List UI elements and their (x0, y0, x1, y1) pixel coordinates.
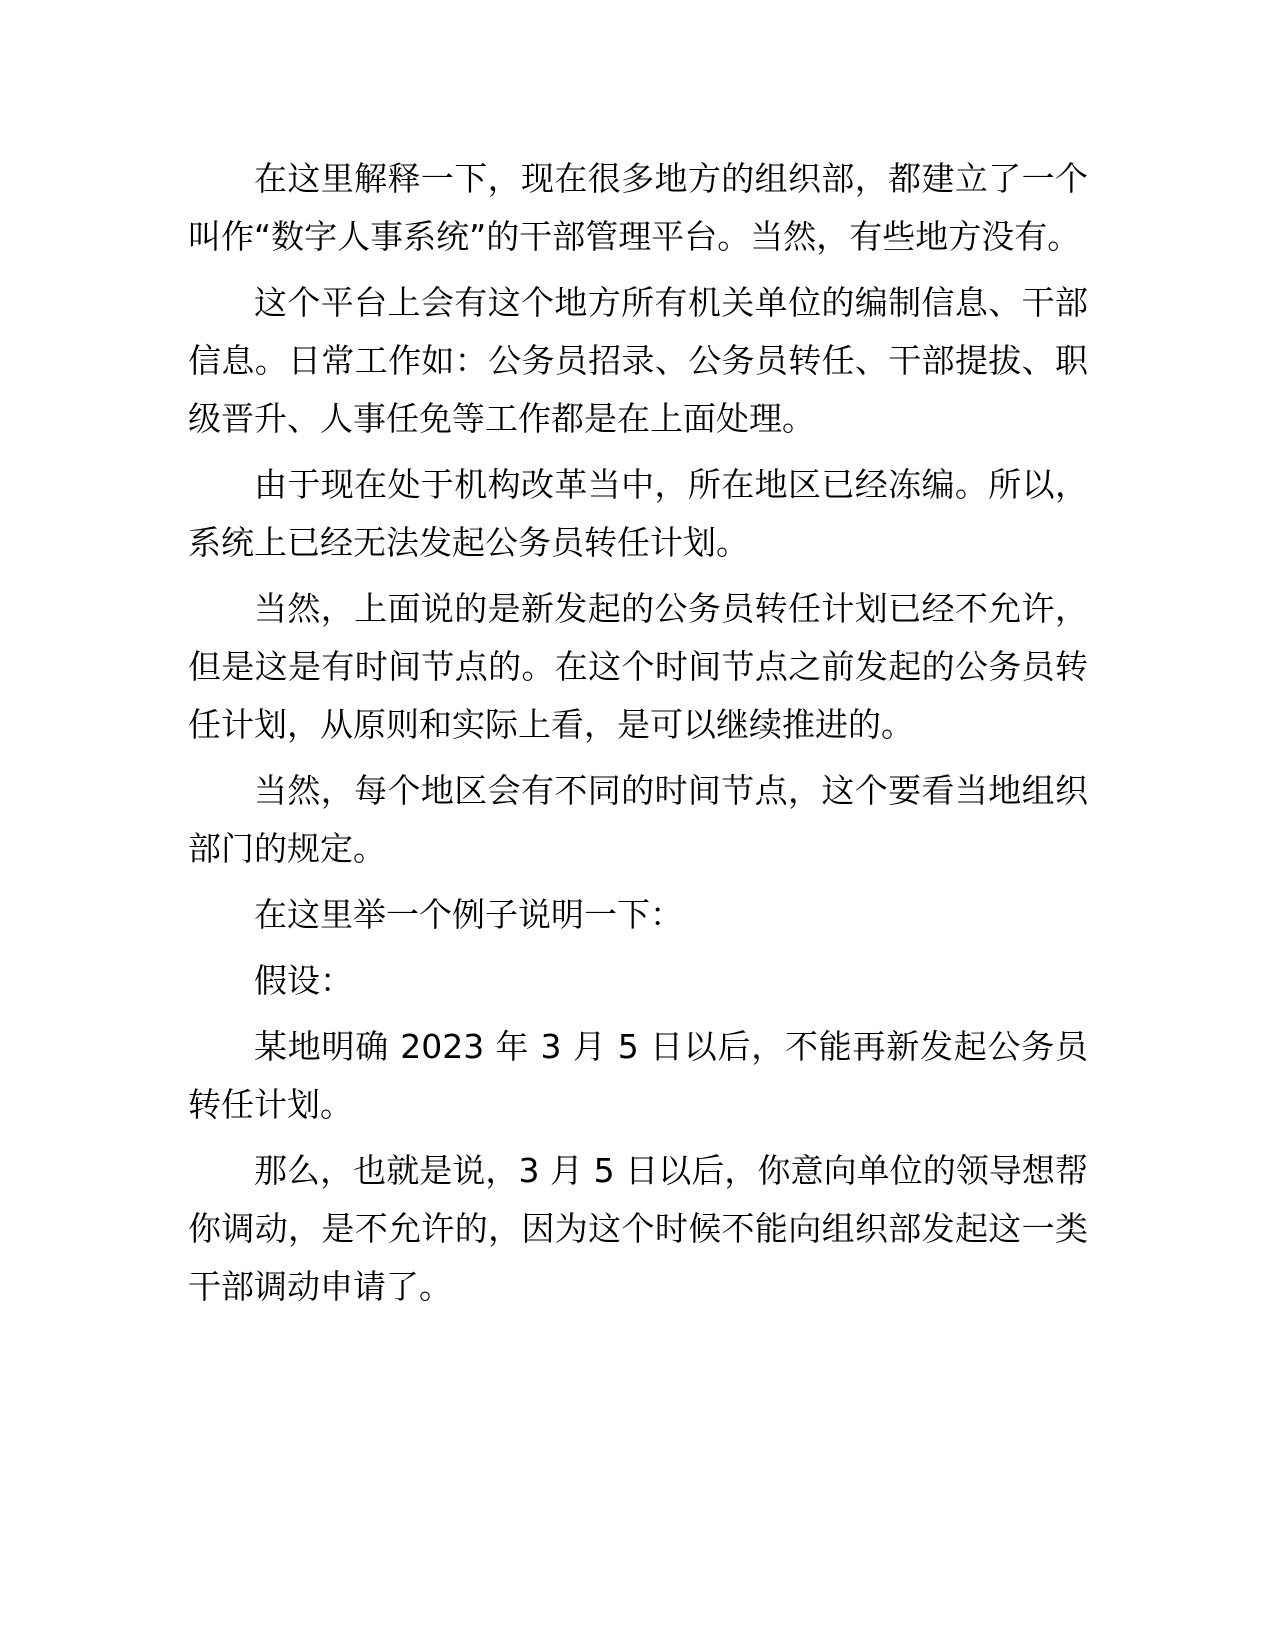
paragraph-8: 某地明确 2023 年 3 月 5 日以后，不能再新发起公务员转任计划。 (188, 1027, 1088, 1124)
paragraph-5: 当然，每个地区会有不同的时间节点，这个要看当地组织部门的规定。 (188, 771, 1088, 868)
paragraph-6: 在这里举一个例子说明一下： (254, 895, 683, 934)
paragraph-7: 假设： (254, 961, 353, 1000)
paragraph-4: 当然，上面说的是新发起的公务员转任计划已经不允许，但是这是有时间节点的。在这个时间节点之前发起的公务员转任计划，从原则和实际上看，是可以继续推进的。 (188, 589, 1088, 744)
paragraph-2: 这个平台上会有这个地方所有机关单位的编制信息、干部信息。日常工作如：公务员招录、公务员转任、干部提拔、职级晋升、人事任免等工作都是在上面处理。 (188, 283, 1088, 438)
document-body (188, 150, 1088, 1324)
paragraph-1: 在这里解释一下，现在很多地方的组织部，都建立了一个叫作“数字人事系统”的干部管理平台。当然，有些地方没有。 (188, 159, 1088, 256)
paragraph-3: 由于现在处于机构改革当中，所在地区已经冻编。所以，系统上已经无法发起公务员转任计划。 (188, 465, 1088, 562)
paragraph-9: 那么，也就是说，3 月 5 日以后，你意向单位的领导想帮你调动，是不允许的，因为这个时候不能向组织部发起这一类干部调动申请了。 (188, 1151, 1088, 1306)
